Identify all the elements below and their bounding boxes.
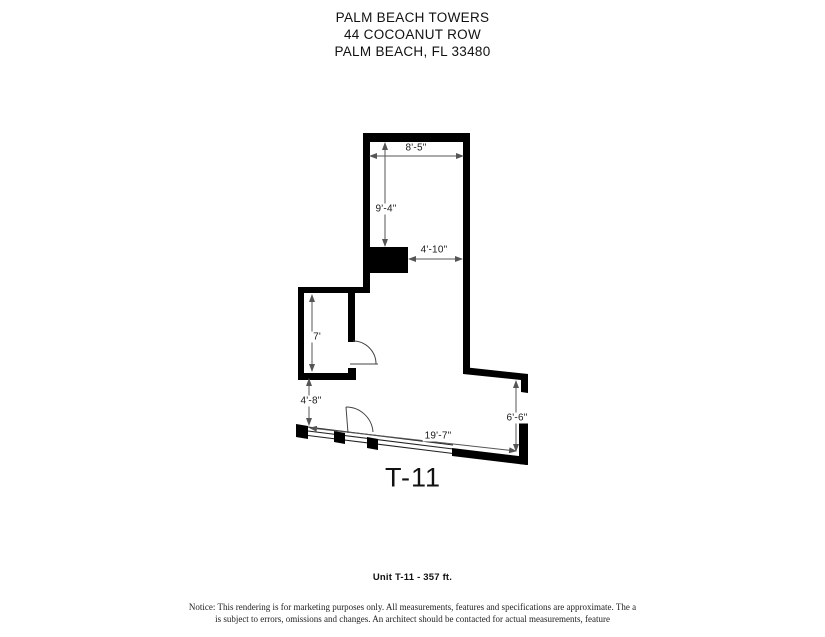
building-name: PALM BEACH TOWERS — [335, 10, 490, 25]
wall-room-bottom — [298, 373, 356, 380]
unit-number-label: T-11 — [384, 462, 442, 493]
wall-bottom-right-corner — [519, 422, 528, 465]
wall-interior-door — [348, 293, 355, 342]
wall-right-lower — [463, 367, 528, 393]
building-city-state-zip: PALM BEACH, FL 33480 — [334, 44, 491, 59]
dimension-lines — [309, 143, 516, 451]
entry-door-leaf — [346, 407, 348, 433]
window-wall-mullion-a — [334, 431, 345, 444]
dimension-label-upper-height: 9'-4" — [375, 203, 397, 215]
window-wall-left-block — [296, 424, 308, 439]
disclaimer-notice — [0, 602, 825, 625]
dimension-label-closet-width: 4'-10" — [420, 244, 448, 256]
entry-door-arc — [346, 407, 373, 432]
wall-room-left — [298, 287, 304, 380]
notice-line-1: Notice: This rendering is for marketing purposes only. All measurements, features and specifications are approximate. The a — [188, 602, 637, 612]
unit-summary: Unit T-11 - 357 ft. — [372, 572, 453, 583]
wall-left-upper — [363, 142, 370, 288]
dimension-label-top-width: 8'-5" — [405, 142, 427, 154]
dimension-label-room-height: 7' — [313, 331, 321, 343]
interior-door — [350, 341, 378, 364]
interior-door-arc — [353, 341, 376, 364]
dimension-label-right-gap: 6'-6" — [506, 412, 528, 424]
notice-line-2: is subject to errors, omissions and changes. An architect should be contacted for actual measurements, feature — [215, 613, 610, 624]
wall-room-bottom-end — [348, 368, 356, 380]
closet-block — [370, 247, 408, 273]
wall-room-top — [298, 287, 370, 293]
entry-door — [346, 407, 373, 433]
wall-top — [363, 133, 470, 142]
dimension-label-left-gap: 4'-8" — [300, 395, 322, 407]
dimension-label-window-width: 19'-7" — [424, 430, 452, 442]
wall-right — [463, 142, 470, 374]
walls — [296, 133, 528, 465]
window-wall-mullion-b — [367, 437, 378, 450]
building-street: 44 COCOANUT ROW — [343, 27, 481, 42]
